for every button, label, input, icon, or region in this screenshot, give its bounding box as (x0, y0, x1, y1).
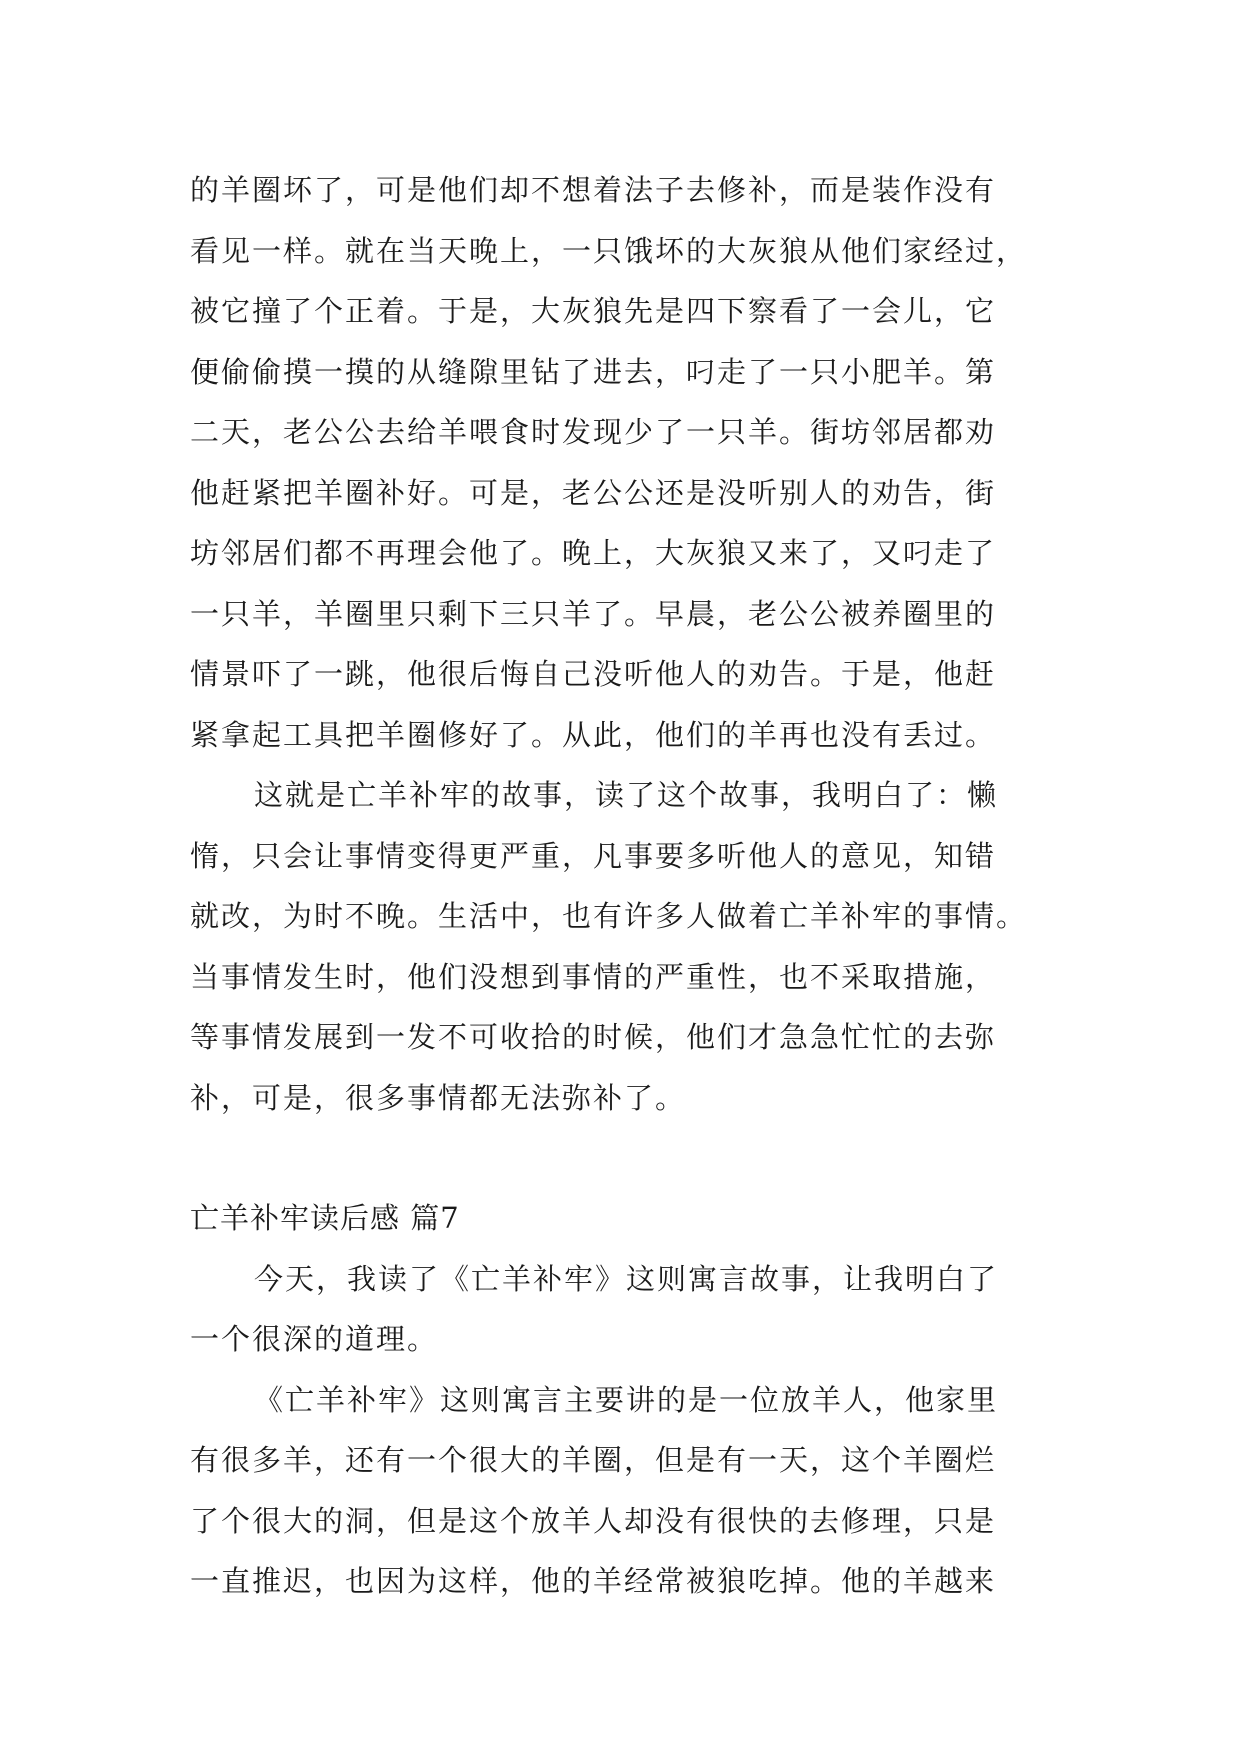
text-line: 便偷偷摸一摸的从缝隙里钻了进去，叼走了一只小肥羊。第 (190, 354, 997, 389)
text-line: 一个很深的道理。 (190, 1322, 439, 1356)
section-spacer (190, 1128, 1075, 1188)
text-line: 一只羊，羊圈里只剩下三只羊了。早晨，老公公被养圈里的 (190, 596, 997, 631)
text-line: 一直推迟，也因为这样，他的羊经常被狼吃掉。他的羊越来 (190, 1564, 997, 1598)
text-line: 这就是亡羊补牢的故事，读了这个故事，我明白了：懒 (254, 778, 999, 812)
text-line: 了个很大的洞，但是这个放羊人却没有很快的去修理，只是 (190, 1503, 997, 1538)
text-line: 他赶紧把羊圈补好。可是，老公公还是没听别人的劝告，街 (190, 475, 997, 510)
text-line: 等事情发展到一发不可收拾的时候，他们才急急忙忙的去弥 (190, 1020, 997, 1054)
text-line: 被它撞了个正着。于是，大灰狼先是四下察看了一会儿，它 (190, 294, 997, 328)
text-line: 有很多羊，还有一个很大的羊圈，但是有一天，这个羊圈烂 (190, 1443, 997, 1477)
paragraph-story-continued (190, 160, 1075, 765)
text-line: 看见一样。就在当天晚上，一只饿坏的大灰狼从他们家经过， (190, 233, 1028, 268)
text-line: 就改，为时不晚。生活中，也有许多人做着亡羊补牢的事情。 (190, 899, 1028, 933)
section-heading: 亡羊补牢读后感 篇7 (190, 1201, 460, 1235)
text-line: 坊邻居们都不再理会他了。晚上，大灰狼又来了，又叼走了 (190, 536, 997, 570)
paragraph-summary (190, 1370, 1075, 1612)
text-line: 今天，我读了《亡羊补牢》这则寓言故事，让我明白了 (254, 1261, 999, 1296)
text-line: 《亡羊补牢》这则寓言主要讲的是一位放羊人，他家里 (254, 1382, 999, 1417)
text-line: 的羊圈坏了，可是他们却不想着法子去修补，而是装作没有 (190, 173, 997, 207)
paragraph-intro (190, 1249, 1075, 1370)
text-line: 补，可是，很多事情都无法弥补了。 (190, 1080, 687, 1115)
text-line: 情景吓了一跳，他很后悔自己没听他人的劝告。于是，他赶 (190, 657, 997, 691)
text-line: 惰，只会让事情变得更严重，凡事要多听他人的意见，知错 (190, 838, 997, 873)
text-line: 紧拿起工具把羊圈修好了。从此，他们的羊再也没有丢过。 (190, 717, 997, 752)
text-line: 当事情发生时，他们没想到事情的严重性，也不采取措施， (190, 959, 997, 994)
document-body (190, 160, 1075, 1612)
paragraph-reflection (190, 765, 1075, 1128)
text-line: 二天，老公公去给羊喂食时发现少了一只羊。街坊邻居都劝 (190, 415, 997, 449)
